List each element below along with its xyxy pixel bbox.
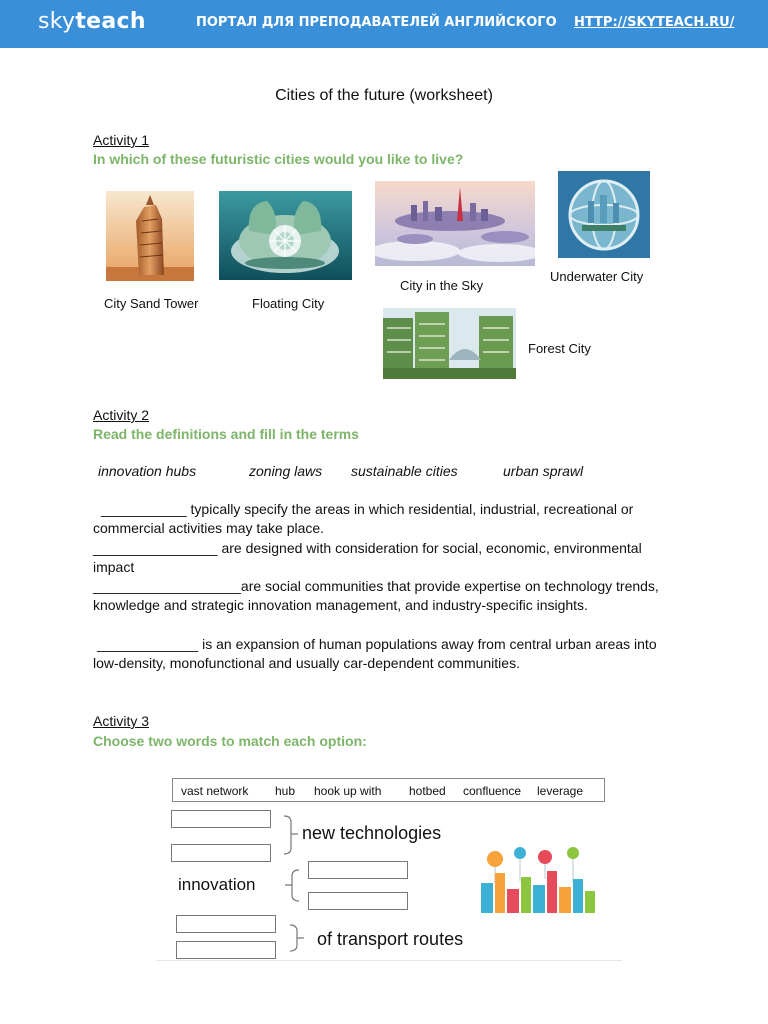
site-url-link[interactable]: HTTP://SKYTEACH.RU/ <box>574 15 735 30</box>
term-urban-sprawl: urban sprawl <box>503 463 584 479</box>
definition-2: ________________ are designed with consideration for social, economic, environmental impact <box>93 540 642 575</box>
portal-title: ПОРТАЛ ДЛЯ ПРЕПОДАВАТЕЛЕЙ АНГЛИЙСКОГО <box>196 15 557 30</box>
caption-forest-city: Forest City <box>528 341 591 356</box>
caption-city-sand-tower: City Sand Tower <box>104 296 199 311</box>
caption-underwater-city: Underwater City <box>550 269 644 284</box>
word-hook-up-with: hook up with <box>314 784 382 798</box>
bottom-divider <box>156 960 622 961</box>
definition-4: _____________ is an expansion of human populations away from central urban areas into low-density, monofunctional and usually car-dependent communities. <box>93 636 657 671</box>
word-confluence: confluence <box>463 784 522 798</box>
tech-city-illustration <box>475 843 598 915</box>
logo-teach: teach <box>75 9 146 34</box>
worksheet-title: Cities of the future (worksheet) <box>275 87 493 104</box>
activity1-instruction: In which of these futuristic cities would you like to live? <box>93 151 464 167</box>
word-hub: hub <box>275 784 296 798</box>
logo-sky: sky <box>38 9 76 34</box>
term-sustainable-cities: sustainable cities <box>351 463 458 479</box>
word-leverage: leverage <box>537 784 584 798</box>
activity2-label: Activity 2 <box>93 407 150 423</box>
activity1-label: Activity 1 <box>93 132 150 148</box>
phrase-new-technologies: new technologies <box>302 823 442 843</box>
caption-city-in-the-sky: City in the Sky <box>400 278 484 293</box>
term-innovation-hubs: innovation hubs <box>98 463 197 479</box>
phrase-of-transport-routes: of transport routes <box>317 929 464 949</box>
activity2-instruction: Read the definitions and fill in the terms <box>93 426 360 442</box>
phrase-innovation: innovation <box>178 875 256 894</box>
definition-1: ___________ typically specify the areas in which residential, industrial, recreational or commercial activities may take place. <box>93 501 634 536</box>
activity3-label: Activity 3 <box>93 713 150 729</box>
caption-floating-city: Floating City <box>252 296 325 311</box>
activity3-instruction: Choose two words to match each option: <box>93 733 367 749</box>
word-vast-network: vast network <box>181 784 249 798</box>
definition-3: ___________________are social communities that provide expertise on technology trends, knowledge and strategic innovation management, and industry-specific insights. <box>93 578 659 613</box>
term-zoning-laws: zoning laws <box>249 463 323 479</box>
word-hotbed: hotbed <box>409 784 446 798</box>
